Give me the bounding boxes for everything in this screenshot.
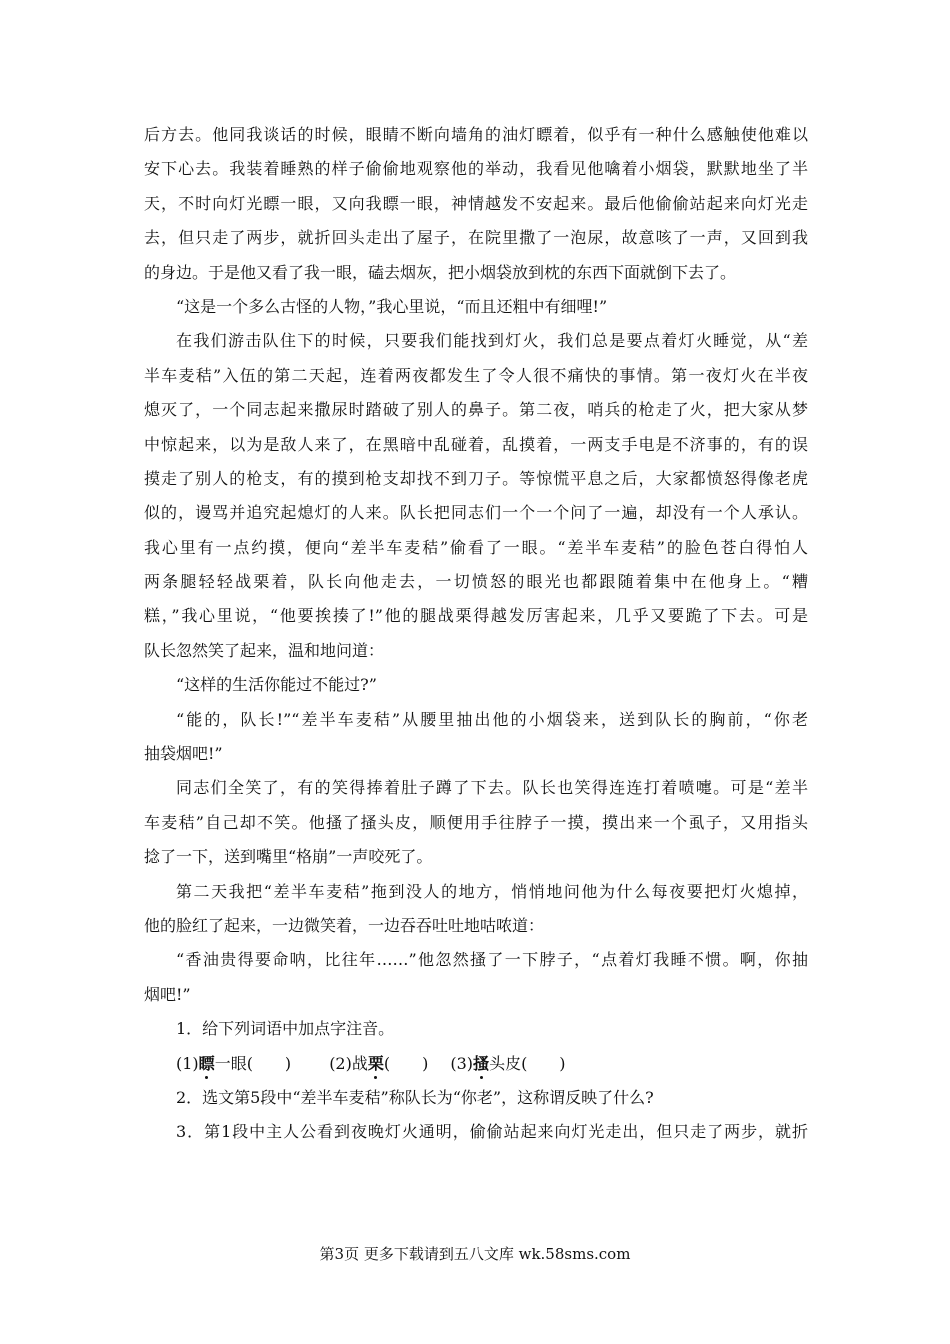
passage-line: 中惊起来，以为是敌人来了，在黑暗中乱碰着，乱摸着，一两支手电是不济事的，有的误 bbox=[144, 434, 808, 454]
q1-item-1-suffix: 一眼( ) bbox=[214, 1053, 292, 1073]
passage-line: 第二天我把“差半车麦秸”拖到没人的地方，悄悄地问他为什么每夜要把灯火熄掉， bbox=[176, 881, 808, 901]
passage-line: 天，不时向灯光瞟一眼，又向我瞟一眼，神情越发不安起来。最后他偷偷站起来向灯光走 bbox=[144, 193, 808, 213]
passage-line: 的身边。于是他又看了我一眼，磕去烟灰，把小烟袋放到枕的东西下面就倒下去了。 bbox=[144, 262, 737, 282]
passage-line: 糕，”我心里说，“他要挨揍了!”他的腿战栗得越发厉害起来，几乎又要跪了下去。可是 bbox=[144, 606, 808, 626]
passage-line: “能的，队长!”“差半车麦秸”从腰里抽出他的小烟袋来，送到队长的胸前，“你老 bbox=[176, 709, 808, 729]
q1-item-3-prefix: (3) bbox=[450, 1053, 474, 1073]
passage-line: 队长忽然笑了起来，温和地问道： bbox=[144, 640, 385, 660]
passage-line: 在我们游击队住下的时候，只要我们能找到灯火，我们总是要点着灯火睡觉，从“差 bbox=[176, 331, 808, 351]
passage-line: 半车麦秸”入伍的第二天起，连着两夜都发生了令人很不痛快的事情。第一夜灯火在半夜 bbox=[144, 365, 808, 385]
passage-body bbox=[144, 118, 808, 1150]
q1-item-2-dotted-char: 栗 bbox=[368, 1047, 384, 1081]
passage-line: “这是一个多么古怪的人物，”我心里说，“而且还粗中有细哩!” bbox=[176, 296, 608, 316]
passage-line: 后方去。他同我谈话的时候，眼睛不断向墙角的油灯瞟着，似乎有一种什么感触使他难以 bbox=[144, 125, 808, 144]
q1-item-2-suffix: ( ) bbox=[383, 1053, 429, 1073]
passage-line: 似的，谩骂并追究起熄灯的人来。队长把同志们一个一个问了一遍，却没有一个人承认。 bbox=[144, 503, 808, 523]
passage-line: 两条腿轻轻战栗着，队长向他走去，一切愤怒的眼光也都跟随着集中在他身上。“糟 bbox=[144, 572, 808, 592]
question-3: 3．第1段中主人公看到夜晚灯火通明，偷偷站起来向灯光走出，但只走了两步，就折 bbox=[176, 1122, 808, 1142]
passage-line: 烟吧!” bbox=[144, 984, 191, 1004]
passage-line: 去，但只走了两步，就折回头走出了屋子，在院里撒了一泡尿，故意咳了一声，又回到我 bbox=[144, 228, 808, 248]
passage-line: 安下心去。我装着睡熟的样子偷偷地观察他的举动，我看见他噙着小烟袋，默默地坐了半 bbox=[144, 159, 808, 179]
passage-line: 熄灭了，一个同志起来撒尿时踏破了别人的鼻子。第二夜，哨兵的枪走了火，把大家从梦 bbox=[144, 400, 808, 420]
question-2: 2．选文第5段中“差半车麦秸”称队长为“你老”，这称谓反映了什么? bbox=[176, 1087, 654, 1107]
passage bbox=[144, 118, 808, 1012]
passage-line: 同志们全笑了，有的笑得捧着肚子蹲了下去。队长也笑得连连打着喷嚏。可是“差半 bbox=[176, 778, 808, 798]
page-footer: 第3页 更多下载请到五八文库 wk.58sms.com bbox=[319, 1245, 631, 1263]
q1-item-1-prefix: (1) bbox=[176, 1053, 199, 1073]
question-1: 1．给下列词语中加点字注音。 bbox=[176, 1019, 395, 1039]
passage-line: 抽袋烟吧!” bbox=[144, 744, 223, 764]
q1-item-2-prefix: (2)战 bbox=[329, 1053, 368, 1073]
passage-line: “这样的生活你能过不能过?” bbox=[176, 675, 377, 695]
passage-line: 他的脸红了起来，一边微笑着，一边吞吞吐吐地咕哝道： bbox=[144, 915, 545, 935]
passage-line: “香油贵得要命呐，比往年……”他忽然搔了一下脖子，“点着灯我睡不惯。啊，你抽 bbox=[176, 950, 808, 970]
q1-item-3-dotted-char: 搔 bbox=[473, 1047, 489, 1081]
passage-line: 我心里有一点约摸，便向“差半车麦秸”偷看了一眼。“差半车麦秸”的脸色苍白得怕人 bbox=[144, 537, 808, 557]
q1-item-3-suffix: 头皮( ) bbox=[489, 1053, 566, 1073]
passage-line: 车麦秸”自己却不笑。他搔了搔头皮，顺便用手往脖子一摸，摸出来一个虱子，又用指头 bbox=[144, 812, 808, 832]
passage-line: 捻了一下，送到嘴里“格崩”一声咬死了。 bbox=[144, 847, 433, 867]
passage-line: 摸走了别人的枪支，有的摸到枪支却找不到刀子。等惊慌平息之后，大家都愤怒得像老虎 bbox=[144, 468, 808, 488]
q1-item-1-dotted-char: 瞟 bbox=[199, 1047, 215, 1081]
question-1-items bbox=[144, 1047, 808, 1081]
